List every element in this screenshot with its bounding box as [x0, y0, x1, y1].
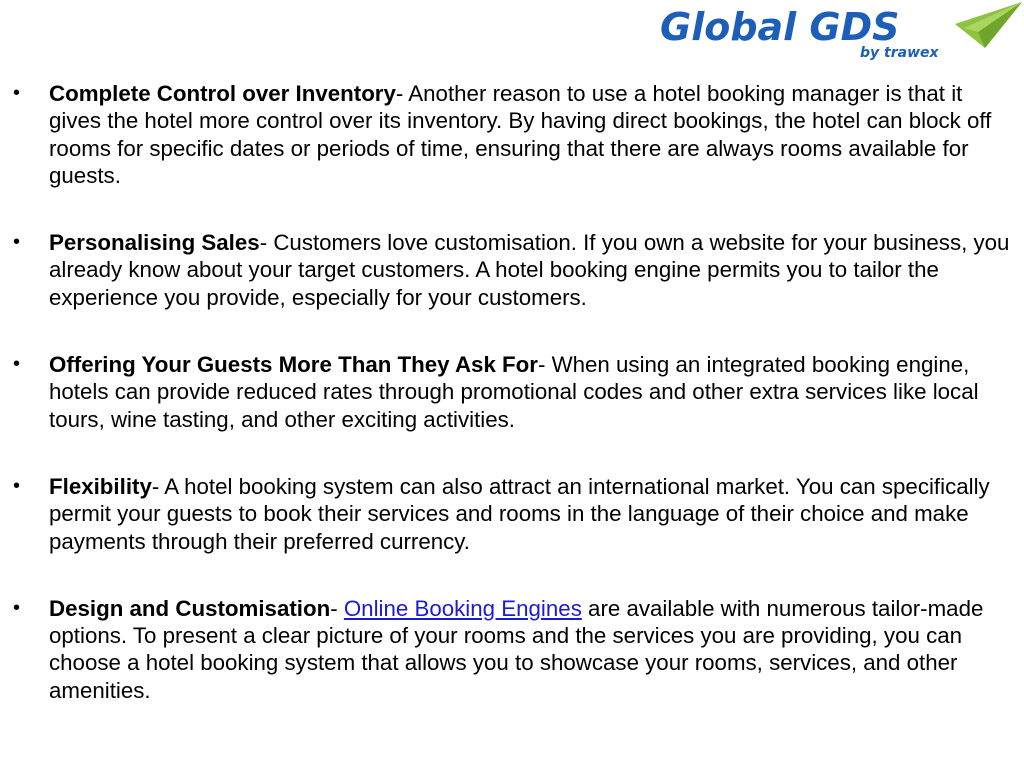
bullet-marker: • — [13, 353, 21, 376]
bullet-separator: - — [151, 473, 165, 499]
logo-graphic — [660, 2, 1022, 62]
bullet-separator: - — [330, 595, 344, 621]
bullet-text: When using an integrated booking engine, hotels can provide reduced rates through promotional codes and other extra services like local tours, wine tasting, and other exciting activities. — [49, 352, 979, 432]
bullet-marker: • — [13, 596, 21, 619]
online-booking-engines-link[interactable]: Online Booking Engines — [343, 595, 582, 621]
bullet-separator: - — [395, 81, 409, 106]
bullet-text: A hotel booking system can also attract an international market. You can specifically permit your guests to book their services and rooms in the language of their choice and make payments through their preferred currency. — [49, 473, 990, 554]
bullet-separator: - — [259, 230, 274, 256]
bullet-title: Personalising Sales — [49, 230, 260, 256]
bullet-text: Customers love customisation. If you own a website for your business, you already know about your target customers. A hotel booking engine permits you to tailor the experience you provide, especially for your customers. — [49, 230, 1010, 310]
bullet-separator: - — [537, 352, 552, 378]
global-gds-logo — [660, 2, 1022, 62]
bullet-title: Flexibility — [49, 473, 152, 499]
bullet-title: Design and Customisation — [49, 595, 331, 621]
bullet-list — [0, 80, 1024, 744]
logo-brand-text: Global GDS — [660, 5, 900, 49]
logo-tagline: by trawex — [860, 45, 939, 61]
bullet-text: are available with numerous tailor-made options. To present a clear picture of your rooms and the services you are providing, you can choose a hotel booking system that allows you to showcase your rooms, services, and other amenities. — [49, 595, 984, 703]
bullet-marker: • — [13, 231, 21, 254]
bullet-item-flexibility — [0, 473, 1024, 555]
bullet-item-design-customisation — [0, 595, 1024, 704]
bullet-title: Complete Control over Inventory — [49, 81, 396, 106]
paper-plane-icon — [955, 2, 1022, 48]
bullet-marker: • — [13, 474, 21, 497]
bullet-text: Another reason to use a hotel booking manager is that it gives the hotel more control over its inventory. By having direct bookings, the hotel can block off rooms for specific dates or periods of time, ensuring that there are always rooms available for guests. — [49, 81, 992, 188]
bullet-item-inventory — [0, 80, 1024, 189]
bullet-item-offering-more — [0, 351, 1024, 433]
bullet-title: Offering Your Guests More Than They Ask For — [49, 352, 538, 378]
bullet-marker: • — [13, 82, 21, 104]
bullet-item-personalising-sales — [0, 229, 1024, 311]
